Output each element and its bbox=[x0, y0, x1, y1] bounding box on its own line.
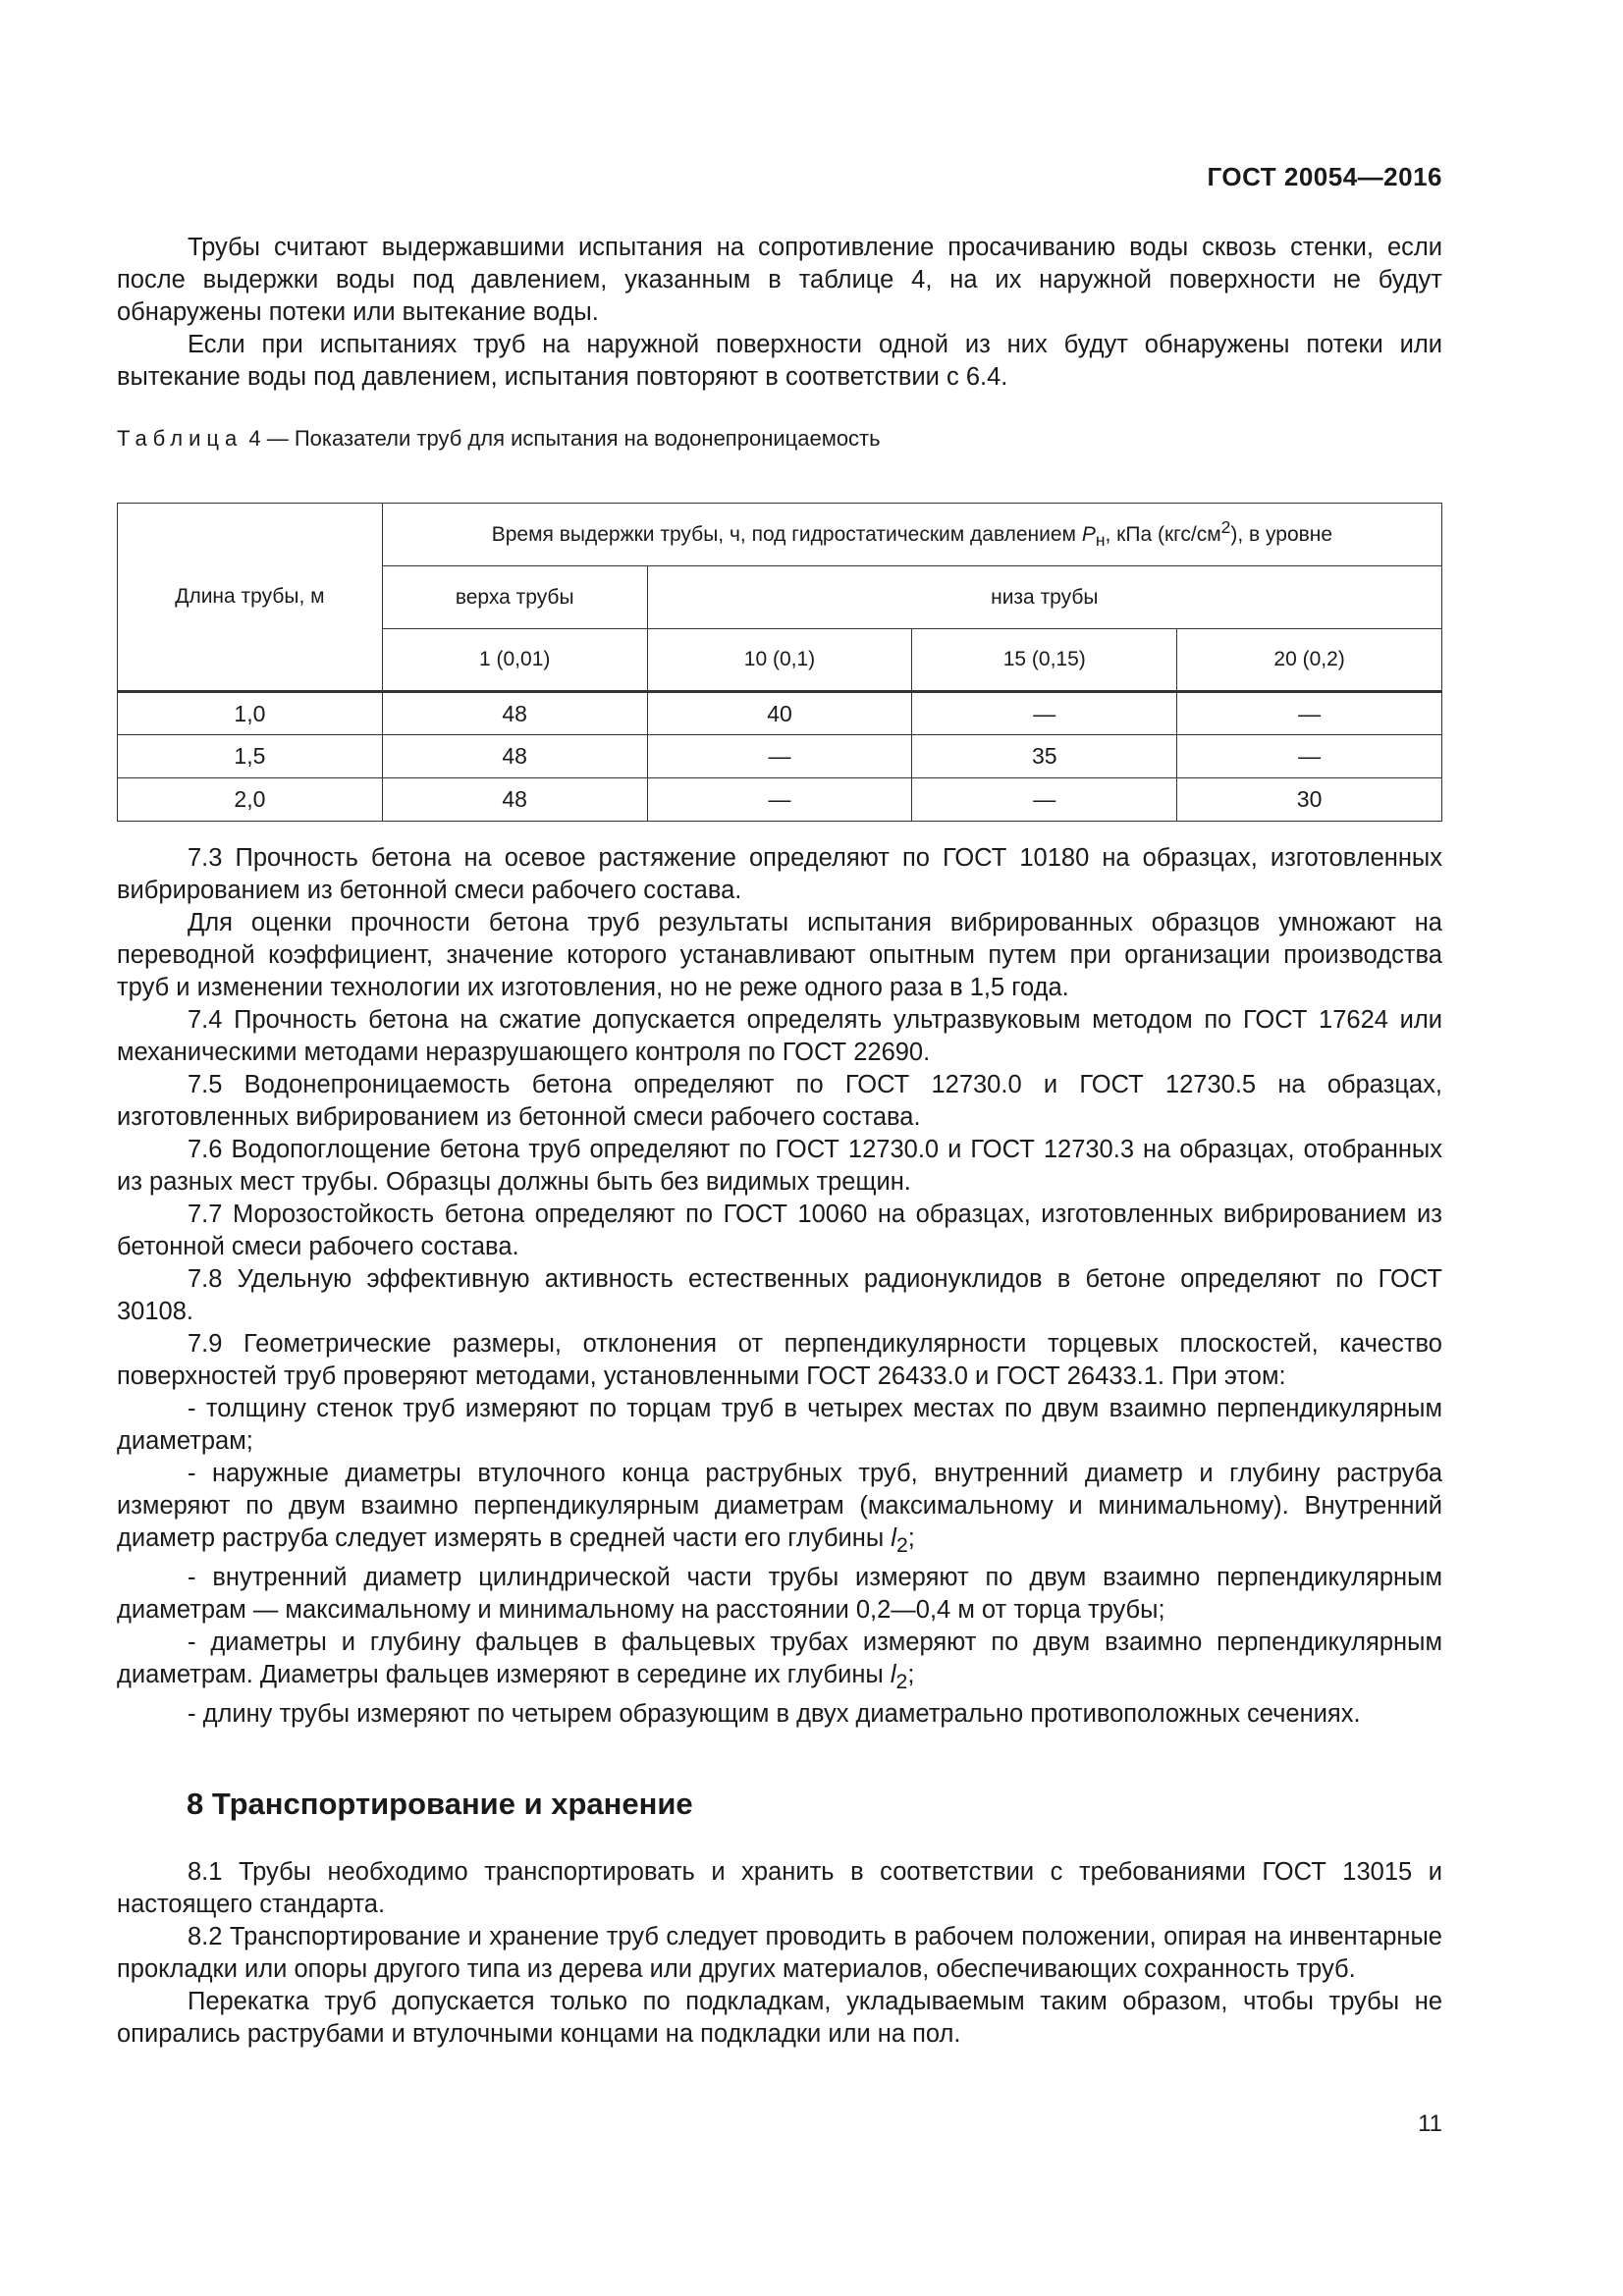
document-code: ГОСТ 20054—2016 bbox=[1207, 162, 1442, 191]
col-header-top: верха трубы bbox=[382, 566, 647, 629]
section-7-text bbox=[117, 842, 1442, 1731]
table-cell: 48 bbox=[382, 778, 647, 822]
table-cell: 40 bbox=[647, 692, 912, 735]
col-header-bottom: низа трубы bbox=[647, 566, 1441, 629]
table-row bbox=[118, 692, 1442, 735]
table-caption-label: Таблица bbox=[117, 426, 243, 451]
table-row bbox=[118, 735, 1442, 778]
paragraph: 7.9 Геометрические размеры, отклонения от перпендикулярности торцевых плоскостей, качество поверхностей труб проверяют методами, установленными ГОСТ 26433.0 и ГОСТ 26433.1. При этом: bbox=[117, 1330, 1442, 1390]
paragraph: 7.6 Водопоглощение бетона труб определяют по ГОСТ 12730.0 и ГОСТ 12730.3 на образцах, отобранных из разных мест трубы. Образцы должны быть без видимых трещин. bbox=[117, 1136, 1442, 1196]
table-cell: — bbox=[912, 692, 1177, 735]
paragraph: 7.5 Водонепроницаемость бетона определяют по ГОСТ 12730.0 и ГОСТ 12730.5 на образцах, изготовленных вибрированием из бетонной смеси рабочего состава. bbox=[117, 1071, 1442, 1131]
page-number: 11 bbox=[1418, 2110, 1442, 2137]
paragraph: 8.1 Трубы необходимо транспортировать и хранить в соответствии с требованиями ГОСТ 13015 и настоящего стандарта. bbox=[117, 1858, 1442, 1918]
list-item: - внутренний диаметр цилиндрической части трубы измеряют по двум взаимно перпендикулярным диаметрам — максимальному и минимальному на расстоянии 0,2—0,4 м от торца трубы; bbox=[117, 1564, 1442, 1625]
table-cell: — bbox=[647, 778, 912, 822]
paragraph: Перекатка труб допускается только по подкладкам, укладываемым таким образом, чтобы трубы не опирались раструбами и втулочными концами на подкладки или на пол. bbox=[117, 1988, 1442, 2048]
table-cell: — bbox=[1177, 735, 1442, 778]
section-heading: 8 Транспортирование и хранение bbox=[187, 1787, 693, 1821]
paragraph: 7.3 Прочность бетона на осевое растяжение определяют по ГОСТ 10180 на образцах, изготовленных вибрированием из бетонной смеси рабочего состава. bbox=[117, 844, 1442, 904]
table-cell: — bbox=[1177, 692, 1442, 735]
table-cell: 2,0 bbox=[118, 778, 383, 822]
list-item: - толщину стенок труб измеряют по торцам труб в четырех местах по двум взаимно перпендикулярным диаметрам; bbox=[117, 1395, 1442, 1455]
paragraph: Трубы считают выдержавшими испытания на сопротивление просачиванию воды сквозь стенки, если после выдержки воды под давлением, указанным в таблице 4, на их наружной поверхности не будут обнаружены потеки или вытекание воды. bbox=[117, 234, 1442, 326]
col-header-length: Длина трубы, м bbox=[118, 504, 383, 692]
table-caption-text: 4 — Показатели труб для испытания на водонепроницаемость bbox=[243, 426, 881, 451]
table-row bbox=[118, 778, 1442, 822]
paragraph: 7.7 Морозостойкость бетона определяют по ГОСТ 10060 на образцах, изготовленных вибрированием из бетонной смеси рабочего состава. bbox=[117, 1201, 1442, 1260]
list-item: - наружные диаметры втулочного конца раструбных труб, внутренний диаметр и глубину раструба измеряют по двум взаимно перпендикулярным диаметрам (максимальному и минимальному). Внутренний диаметр раструба следует измерять в средней части его глубины $l_2$; bbox=[117, 1460, 1442, 1558]
paragraph: Если при испытаниях труб на наружной поверхности одной из них будут обнаружены потеки или вытекание воды под давлением, испытания повторяют в соответствии с 6.4. bbox=[117, 331, 1442, 391]
table-cell: — bbox=[912, 778, 1177, 822]
paragraph: Для оценки прочности бетона труб результаты испытания вибрированных образцов умножают на переводной коэффициент, значение которого устанавливают опытным путем при организации производства труб и изменении технологии их изготовления, но не реже одного раза в 1,5 года. bbox=[117, 909, 1442, 1001]
table-4 bbox=[117, 503, 1442, 822]
table-cell: 30 bbox=[1177, 778, 1442, 822]
intro-text bbox=[117, 232, 1442, 394]
col-header-time: Время выдержки трубы, ч, под гидростатическим давлением $P_н$, кПа $(кгс/см^2)$, в уровне bbox=[382, 504, 1441, 566]
pressure-header: 15 (0,15) bbox=[912, 629, 1177, 692]
table-cell: 48 bbox=[382, 735, 647, 778]
table-cell: 35 bbox=[912, 735, 1177, 778]
table-caption bbox=[117, 426, 881, 452]
list-item: - длину трубы измеряют по четырем образующим в двух диаметрально противоположных сечениях. bbox=[188, 1700, 1361, 1729]
table-cell: 1,0 bbox=[118, 692, 383, 735]
table-cell: 1,5 bbox=[118, 735, 383, 778]
table-cell: 48 bbox=[382, 692, 647, 735]
pressure-header: 20 (0,2) bbox=[1177, 629, 1442, 692]
pressure-header: 10 (0,1) bbox=[647, 629, 912, 692]
paragraph: 7.4 Прочность бетона на сжатие допускается определять ультразвуковым методом по ГОСТ 17624 или механическими методами неразрушающего контроля по ГОСТ 22690. bbox=[117, 1006, 1442, 1066]
list-item: - диаметры и глубину фальцев в фальцевых трубах измеряют по двум взаимно перпендикулярным диаметрам. Диаметры фальцев измеряют в середине их глубины $l_2$; bbox=[117, 1629, 1442, 1694]
paragraph: 8.2 Транспортирование и хранение труб следует проводить в рабочем положении, опирая на инвентарные прокладки или опоры другого типа из дерева или других материалов, обеспечивающих сохранность труб. bbox=[117, 1923, 1442, 1983]
section-8-text bbox=[117, 1856, 1442, 2051]
pressure-header: 1 (0,01) bbox=[382, 629, 647, 692]
paragraph: 7.8 Удельную эффективную активность естественных радионуклидов в бетоне определяют по ГОСТ 30108. bbox=[117, 1265, 1442, 1325]
table-cell: — bbox=[647, 735, 912, 778]
